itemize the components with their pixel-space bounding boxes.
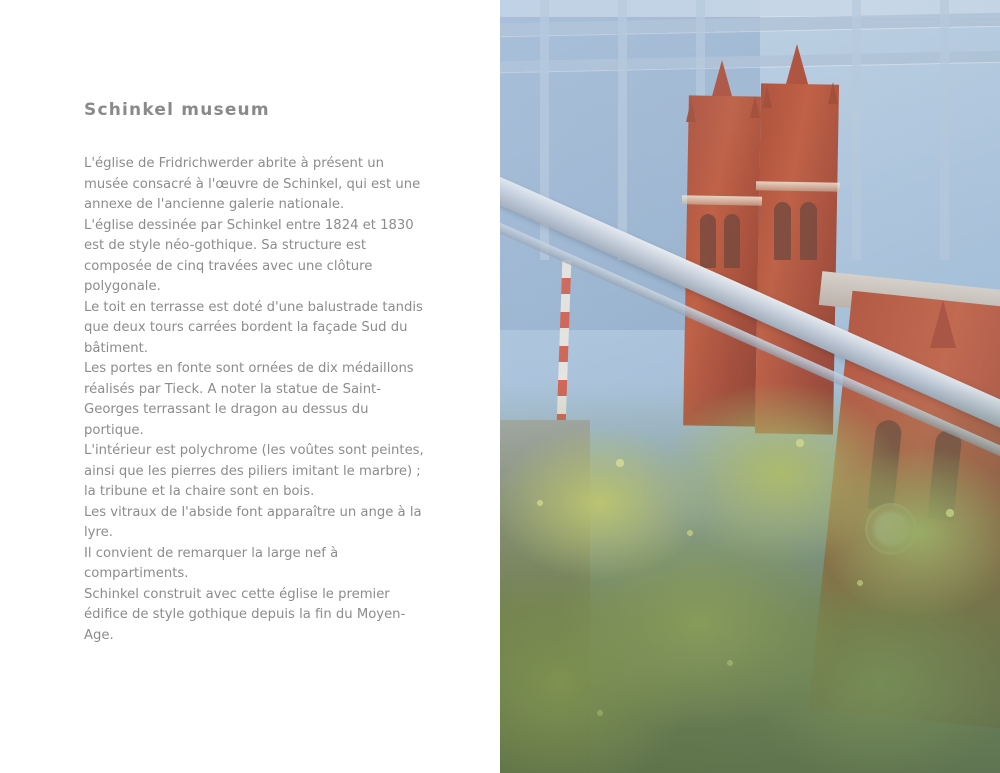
photograph [500, 0, 1000, 773]
paragraph: Schinkel construit avec cette église le premier édifice de style gothique depuis la fin du Moyen-Age. [84, 586, 406, 643]
church-tower [755, 83, 839, 434]
pinnacle [686, 100, 696, 122]
body-text [84, 154, 424, 646]
tower-spire [930, 300, 956, 348]
paragraph: Il convient de remarquer la large nef à compartiments. [84, 545, 339, 581]
paragraph: L'intérieur est polychrome (les voûtes sont peintes, ainsi que les pierres des piliers imitant le marbre) ; la tribune et la chaire sont en bois. [84, 443, 424, 499]
cornice [756, 181, 840, 191]
tower-window [724, 214, 740, 268]
paragraph: L'église de Fridrichwerder abrite à présent un musée consacré à l'œuvre de Schinkel, qui est une annexe de l'ancienne galerie nationale. [84, 156, 421, 212]
tower-window [700, 214, 716, 268]
page-title: Schinkel museum [84, 100, 270, 120]
tower-window [800, 202, 817, 260]
paragraph: Les vitraux de l'abside font apparaître un ange à la lyre. [84, 504, 422, 540]
paragraph: L'église dessinée par Schinkel entre 1824 et 1830 est de style néo-gothique. Sa structure est composée de cinq travées avec une clôture polygonale. [84, 217, 414, 294]
paragraph: Le toit en terrasse est doté d'une balustrade tandis que deux tours carrées bordent la façade Sud du bâtiment. [84, 299, 423, 356]
cornice [682, 195, 762, 205]
pinnacle [828, 82, 838, 104]
church-tower [683, 95, 761, 426]
tree-foliage-highlights [500, 383, 1000, 773]
pinnacle [750, 96, 760, 118]
pinnacle [762, 86, 772, 108]
tower-window [774, 202, 791, 260]
paragraph: Les portes en fonte sont ornées de dix médaillons réalisés par Tieck. A noter la statue de Saint-Georges terrassant le dragon au dessus du portique. [84, 361, 414, 438]
